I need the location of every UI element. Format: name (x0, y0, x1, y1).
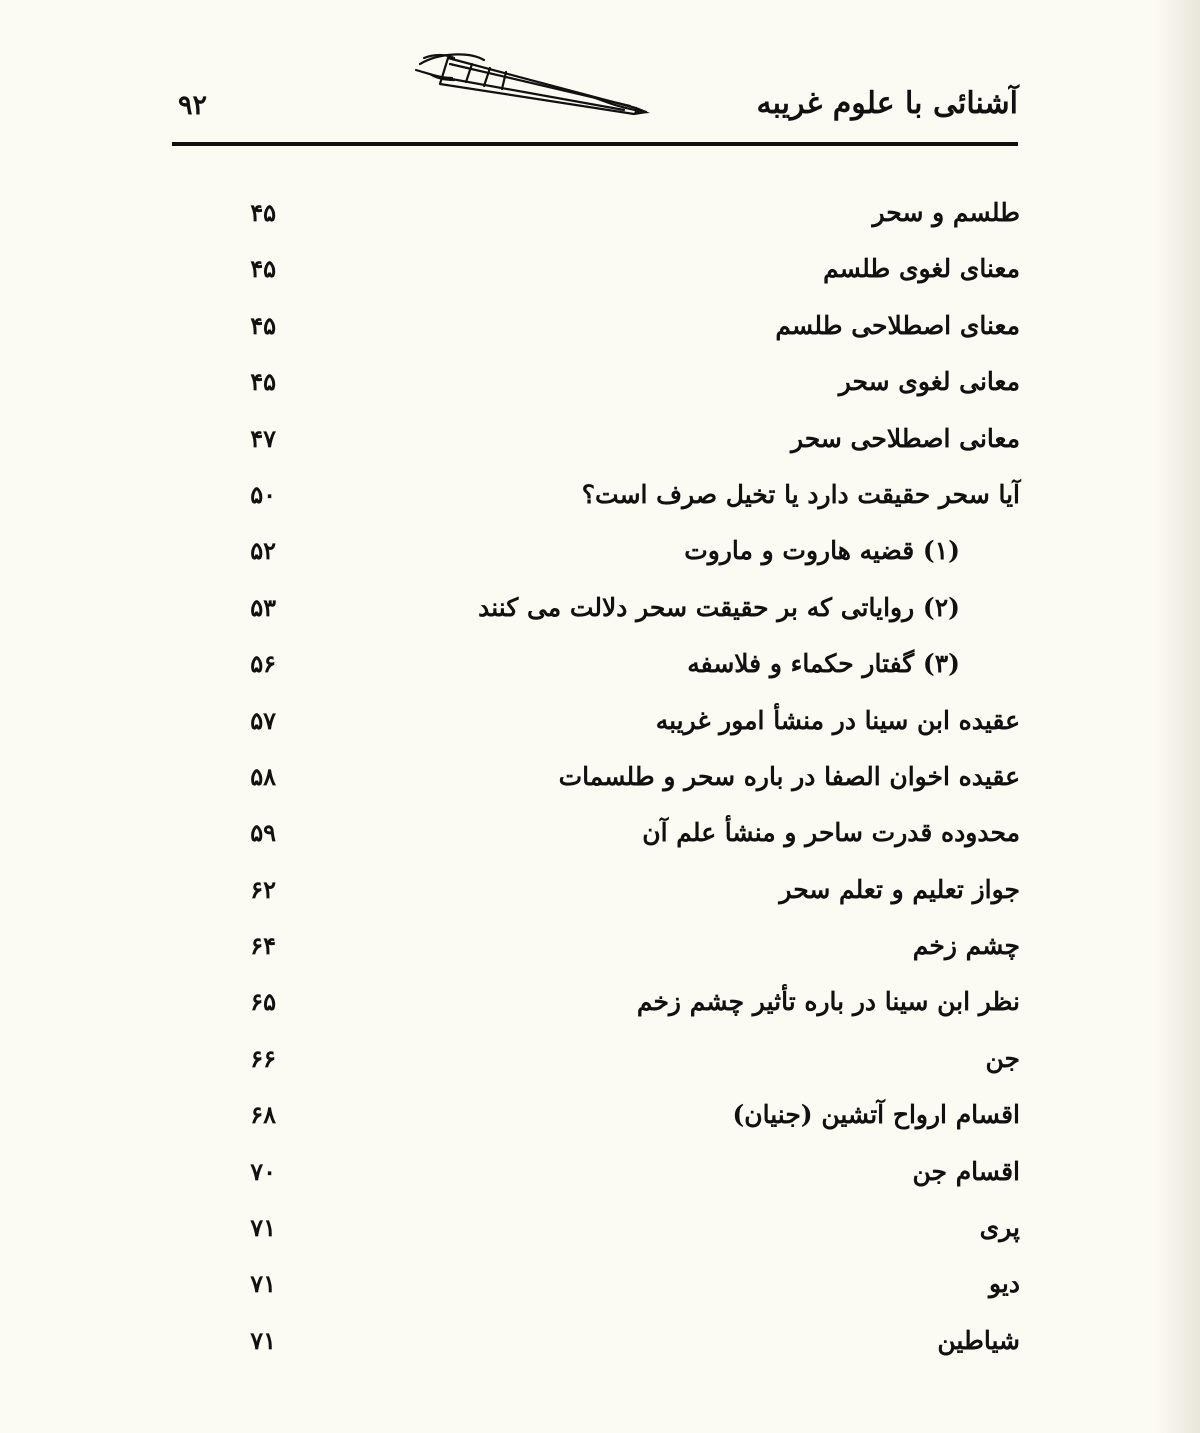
toc-entry-title: دیو (988, 1269, 1020, 1299)
toc-entry (180, 184, 1020, 240)
toc-entry (180, 748, 1020, 804)
toc-entry-page: ۶۸ (250, 1100, 276, 1130)
toc-entry-title: محدوده قدرت ساحر و منشأ علم آن (642, 818, 1020, 848)
page-header (172, 40, 1018, 152)
toc-entry-title: معنای اصطلاحی طلسم (775, 310, 1020, 340)
toc-entry (180, 522, 1020, 578)
page-number: ۹۲ (178, 90, 208, 121)
toc-entry-page: ۷۱ (250, 1269, 276, 1299)
toc-entry (180, 1199, 1020, 1255)
toc-entry-title: (۲) روایاتی که بر حقیقت سحر دلالت می کنند (478, 592, 960, 622)
toc-entry-page: ۴۵ (250, 367, 276, 397)
table-of-contents (180, 184, 1020, 1368)
toc-entry-title: معانی لغوی سحر (838, 367, 1020, 397)
header-rule (172, 142, 1018, 146)
pen-icon (410, 44, 654, 124)
toc-entry-page: ۵۸ (250, 761, 276, 791)
toc-entry-title: چشم زخم (912, 931, 1020, 961)
toc-entry (180, 1030, 1020, 1086)
toc-entry (180, 353, 1020, 409)
toc-entry-title: (۳) گفتار حکماء و فلاسفه (687, 649, 960, 679)
toc-entry (180, 804, 1020, 860)
toc-entry (180, 917, 1020, 973)
toc-entry (180, 297, 1020, 353)
toc-entry (180, 240, 1020, 296)
toc-entry-page: ۵۷ (250, 705, 276, 735)
toc-entry-title: جواز تعلیم و تعلم سحر (779, 874, 1020, 904)
toc-entry-title: طلسم و سحر (872, 198, 1020, 227)
toc-entry-title: معانی اصطلاحی سحر (790, 423, 1020, 453)
toc-entry-page: ۵۲ (250, 536, 276, 566)
toc-entry-title: شیاطین (937, 1325, 1020, 1355)
toc-entry-title: جن (985, 1043, 1020, 1073)
toc-entry-page: ۴۷ (250, 423, 276, 453)
toc-entry-title: معنای لغوی طلسم (823, 254, 1020, 284)
toc-entry (180, 1143, 1020, 1199)
toc-entry-page: ۷۰ (250, 1156, 276, 1186)
toc-entry (180, 692, 1020, 748)
toc-entry-page: ۴۵ (250, 254, 276, 284)
toc-entry (180, 1255, 1020, 1311)
toc-entry (180, 410, 1020, 466)
toc-entry-page: ۷۱ (250, 1213, 276, 1243)
toc-entry-title: (۱) قضیه هاروت و ماروت (684, 536, 960, 566)
toc-entry-page: ۷۱ (250, 1325, 276, 1355)
toc-entry-page: ۴۵ (250, 310, 276, 340)
toc-entry (180, 973, 1020, 1029)
toc-entry-page: ۶۲ (250, 874, 276, 904)
toc-entry-title: اقسام ارواح آتشین (جنیان) (732, 1100, 1020, 1130)
toc-entry-title: نظر ابن سینا در باره تأثیر چشم زخم (636, 987, 1020, 1017)
toc-entry-page: ۵۳ (250, 592, 276, 622)
toc-entry (180, 635, 1020, 691)
toc-entry-page: ۵۶ (250, 649, 276, 679)
toc-entry-title: آیا سحر حقیقت دارد یا تخیل صرف است؟ (581, 479, 1020, 509)
toc-entry-title: اقسام جن (912, 1156, 1020, 1186)
toc-entry-page: ۶۶ (250, 1043, 276, 1073)
toc-entry-page: ۶۵ (250, 987, 276, 1017)
toc-entry-page: ۶۴ (250, 931, 276, 961)
page-spine-shadow (1154, 0, 1200, 1433)
toc-entry (180, 861, 1020, 917)
toc-entry (180, 1312, 1020, 1368)
toc-entry (180, 466, 1020, 522)
running-title: آشنائی با علوم غریبه (756, 86, 1018, 121)
toc-entry-page: ۵۹ (250, 818, 276, 848)
toc-entry-title: پری (979, 1213, 1020, 1243)
toc-entry-page: ۵۰ (250, 479, 276, 509)
toc-entry-title: عقیده اخوان الصفا در باره سحر و طلسمات (558, 761, 1020, 791)
toc-entry-title: عقیده ابن سینا در منشأ امور غریبه (655, 705, 1020, 735)
toc-entry (180, 579, 1020, 635)
toc-entry-page: ۴۵ (250, 198, 276, 227)
toc-entry (180, 1086, 1020, 1142)
